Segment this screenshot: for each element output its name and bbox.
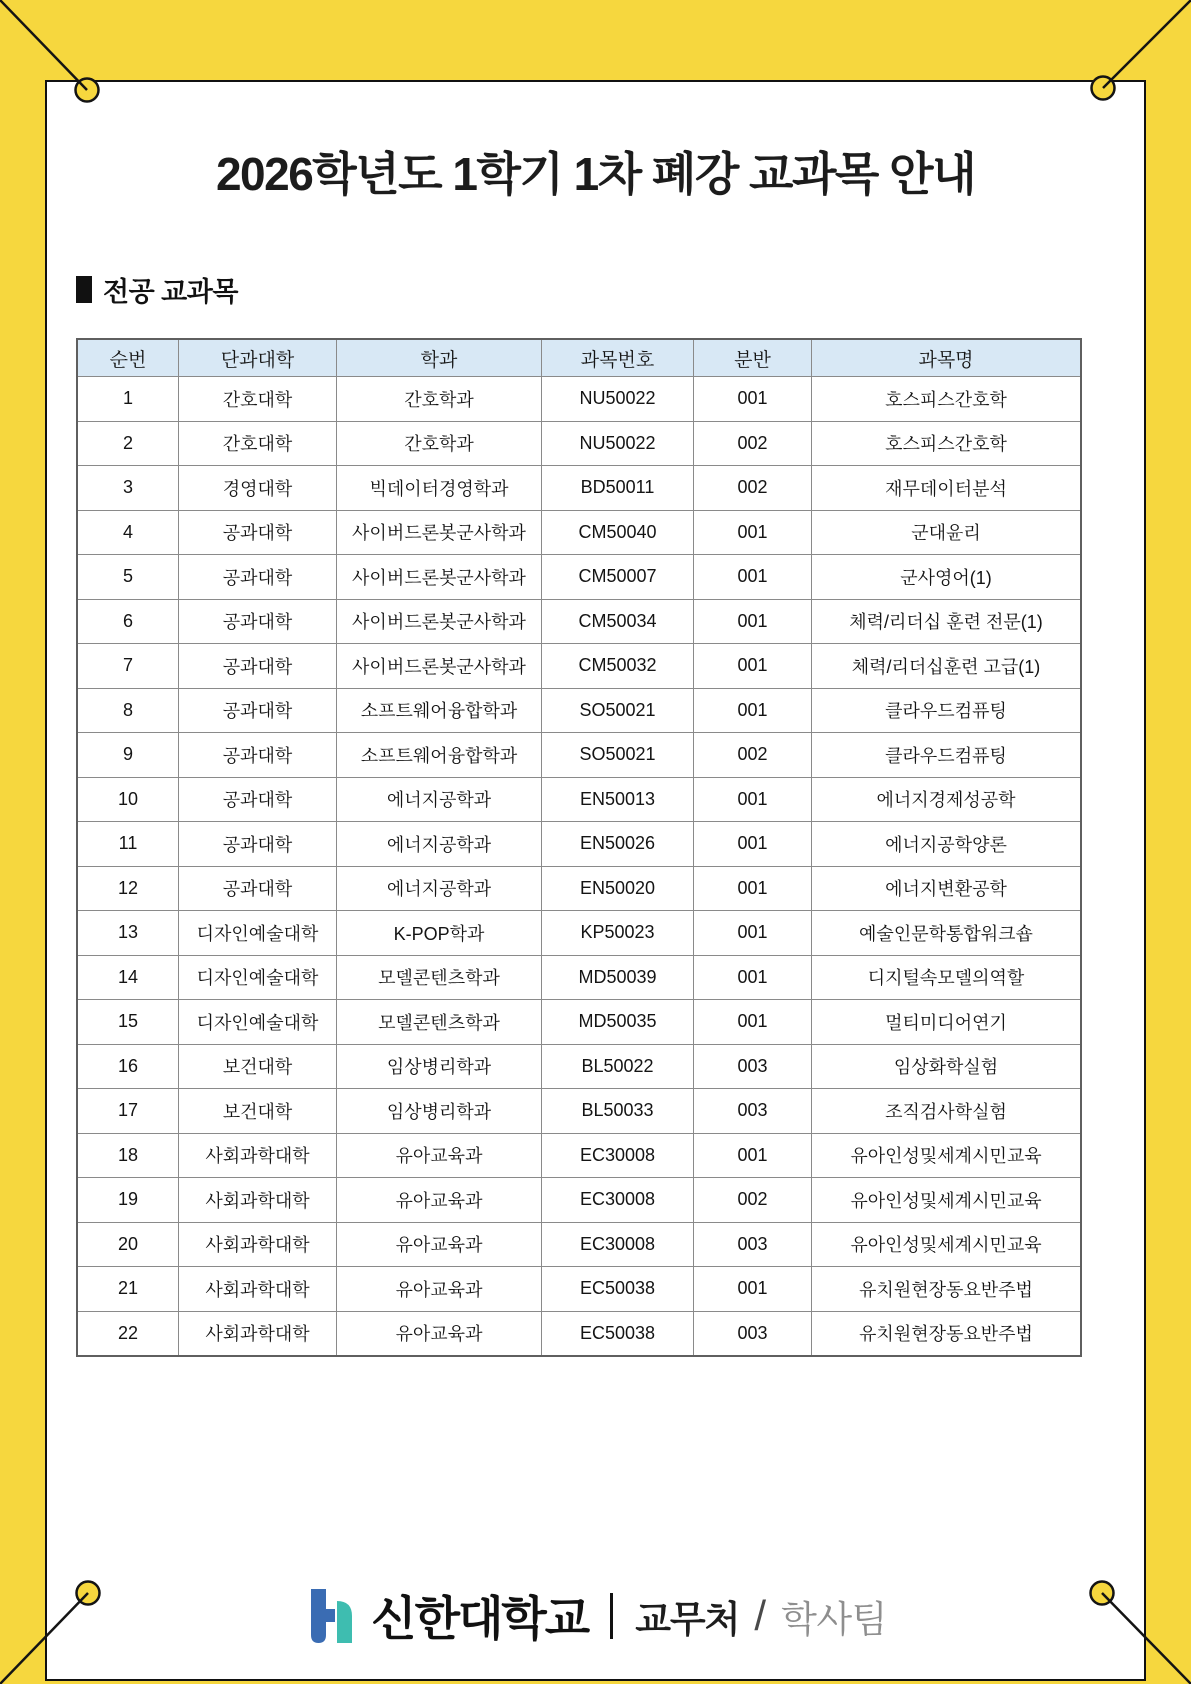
- cell-name: 예술인문학통합워크숍: [812, 911, 1082, 956]
- cell-name: 멀티미디어연기: [812, 1000, 1082, 1045]
- cell-code: EN50013: [542, 777, 694, 822]
- cell-section: 001: [694, 822, 812, 867]
- cell-college: 디자인예술대학: [179, 955, 337, 1000]
- cell-section: 001: [694, 377, 812, 422]
- cell-code: CM50040: [542, 510, 694, 555]
- cell-section: 001: [694, 510, 812, 555]
- cell-no: 7: [77, 644, 179, 689]
- table-row: [77, 555, 1081, 600]
- cell-college: 공과대학: [179, 777, 337, 822]
- table-row: [77, 733, 1081, 778]
- cell-section: 002: [694, 1178, 812, 1223]
- table-row: [77, 822, 1081, 867]
- cell-college: 공과대학: [179, 733, 337, 778]
- cell-section: 001: [694, 688, 812, 733]
- cell-section: 001: [694, 599, 812, 644]
- shinhan-university-logo-icon: [304, 1587, 358, 1645]
- cell-name: 유치원현장동요반주법: [812, 1267, 1082, 1312]
- cell-code: NU50022: [542, 421, 694, 466]
- table-row: [77, 688, 1081, 733]
- cell-section: 001: [694, 866, 812, 911]
- cell-code: NU50022: [542, 377, 694, 422]
- cell-no: 6: [77, 599, 179, 644]
- cell-name: 재무데이터분석: [812, 466, 1082, 511]
- cell-no: 2: [77, 421, 179, 466]
- cell-no: 11: [77, 822, 179, 867]
- cell-name: 체력/리더십훈련 고급(1): [812, 644, 1082, 689]
- cell-section: 001: [694, 1000, 812, 1045]
- cell-name: 임상화학실험: [812, 1044, 1082, 1089]
- cell-section: 001: [694, 955, 812, 1000]
- cell-name: 디지털속모델의역할: [812, 955, 1082, 1000]
- cell-college: 사회과학대학: [179, 1311, 337, 1356]
- table-row: [77, 1311, 1081, 1356]
- cell-name: 에너지경제성공학: [812, 777, 1082, 822]
- cell-college: 보건대학: [179, 1089, 337, 1134]
- cell-college: 사회과학대학: [179, 1222, 337, 1267]
- table-row: [77, 1178, 1081, 1223]
- cell-dept: 에너지공학과: [337, 777, 542, 822]
- cell-college: 공과대학: [179, 555, 337, 600]
- cell-name: 에너지공학양론: [812, 822, 1082, 867]
- cell-section: 002: [694, 466, 812, 511]
- table-row: [77, 866, 1081, 911]
- cell-dept: 빅데이터경영학과: [337, 466, 542, 511]
- table-row: [77, 911, 1081, 956]
- cell-dept: 임상병리학과: [337, 1044, 542, 1089]
- cell-college: 공과대학: [179, 510, 337, 555]
- cell-section: 001: [694, 911, 812, 956]
- col-header-section: 분반: [694, 339, 812, 377]
- table-row: [77, 644, 1081, 689]
- cell-no: 4: [77, 510, 179, 555]
- table-row: [77, 599, 1081, 644]
- table-row: [77, 1267, 1081, 1312]
- table-row: [77, 1133, 1081, 1178]
- cell-no: 9: [77, 733, 179, 778]
- col-header-code: 과목번호: [542, 339, 694, 377]
- cell-college: 공과대학: [179, 688, 337, 733]
- cell-code: CM50032: [542, 644, 694, 689]
- cell-code: BD50011: [542, 466, 694, 511]
- cell-no: 10: [77, 777, 179, 822]
- table-row: [77, 510, 1081, 555]
- cell-college: 사회과학대학: [179, 1267, 337, 1312]
- cell-code: KP50023: [542, 911, 694, 956]
- footer-branding: [47, 1582, 1144, 1649]
- cell-college: 공과대학: [179, 822, 337, 867]
- cell-section: 003: [694, 1222, 812, 1267]
- cell-dept: 소프트웨어융합학과: [337, 688, 542, 733]
- cell-dept: 사이버드론봇군사학과: [337, 599, 542, 644]
- cell-section: 003: [694, 1089, 812, 1134]
- cell-name: 유아인성및세계시민교육: [812, 1133, 1082, 1178]
- cell-dept: 임상병리학과: [337, 1089, 542, 1134]
- team-name: 학사팀: [781, 1598, 887, 1640]
- cell-no: 14: [77, 955, 179, 1000]
- cell-college: 간호대학: [179, 377, 337, 422]
- cell-name: 호스피스간호학: [812, 377, 1082, 422]
- cell-code: CM50007: [542, 555, 694, 600]
- cell-college: 디자인예술대학: [179, 1000, 337, 1045]
- cell-section: 003: [694, 1311, 812, 1356]
- table-row: [77, 955, 1081, 1000]
- cell-dept: 에너지공학과: [337, 866, 542, 911]
- cell-code: CM50034: [542, 599, 694, 644]
- cell-dept: K-POP학과: [337, 911, 542, 956]
- table-row: [77, 777, 1081, 822]
- cell-section: 003: [694, 1044, 812, 1089]
- cell-no: 13: [77, 911, 179, 956]
- table-row: [77, 1044, 1081, 1089]
- col-header-no: 순번: [77, 339, 179, 377]
- office-name: 교무처: [635, 1598, 740, 1640]
- cell-no: 12: [77, 866, 179, 911]
- col-header-dept: 학과: [337, 339, 542, 377]
- cell-section: 001: [694, 1133, 812, 1178]
- section-heading: [76, 270, 238, 309]
- cell-dept: 모델콘텐츠학과: [337, 955, 542, 1000]
- cell-code: MD50039: [542, 955, 694, 1000]
- cell-dept: 유아교육과: [337, 1222, 542, 1267]
- university-name: 신한대학교: [371, 1592, 589, 1645]
- table-row: [77, 1000, 1081, 1045]
- col-header-college: 단과대학: [179, 339, 337, 377]
- cell-code: SO50021: [542, 688, 694, 733]
- cell-name: 군대윤리: [812, 510, 1082, 555]
- col-header-name: 과목명: [812, 339, 1082, 377]
- cell-code: EC50038: [542, 1311, 694, 1356]
- cell-college: 공과대학: [179, 866, 337, 911]
- cancelled-courses-table: [76, 338, 1082, 1357]
- table-row: [77, 1222, 1081, 1267]
- cell-code: BL50022: [542, 1044, 694, 1089]
- section-label: 전공 교과목: [103, 277, 238, 307]
- cell-college: 사회과학대학: [179, 1178, 337, 1223]
- cell-name: 조직검사학실험: [812, 1089, 1082, 1134]
- cell-dept: 사이버드론봇군사학과: [337, 510, 542, 555]
- table-row: [77, 421, 1081, 466]
- cell-section: 001: [694, 777, 812, 822]
- cell-college: 공과대학: [179, 644, 337, 689]
- table-header: [77, 339, 1081, 377]
- cell-dept: 유아교육과: [337, 1133, 542, 1178]
- cell-dept: 유아교육과: [337, 1178, 542, 1223]
- cell-dept: 모델콘텐츠학과: [337, 1000, 542, 1045]
- cell-college: 간호대학: [179, 421, 337, 466]
- cell-code: EC30008: [542, 1222, 694, 1267]
- paper-sheet: [45, 80, 1146, 1681]
- cell-name: 클라우드컴퓨팅: [812, 688, 1082, 733]
- cell-dept: 소프트웨어융합학과: [337, 733, 542, 778]
- cell-code: EC50038: [542, 1267, 694, 1312]
- cell-no: 17: [77, 1089, 179, 1134]
- cell-section: 001: [694, 555, 812, 600]
- section-bullet-square-icon: [76, 276, 92, 303]
- cell-no: 19: [77, 1178, 179, 1223]
- cell-code: EC30008: [542, 1133, 694, 1178]
- cell-name: 유치원현장동요반주법: [812, 1311, 1082, 1356]
- cell-name: 군사영어(1): [812, 555, 1082, 600]
- cell-dept: 에너지공학과: [337, 822, 542, 867]
- cell-name: 유아인성및세계시민교육: [812, 1178, 1082, 1223]
- cell-name: 클라우드컴퓨팅: [812, 733, 1082, 778]
- cell-section: 001: [694, 1267, 812, 1312]
- cell-no: 1: [77, 377, 179, 422]
- footer-divider-bar: [610, 1593, 613, 1639]
- cell-section: 001: [694, 644, 812, 689]
- cell-college: 사회과학대학: [179, 1133, 337, 1178]
- cell-dept: 유아교육과: [337, 1267, 542, 1312]
- cell-name: 유아인성및세계시민교육: [812, 1222, 1082, 1267]
- cell-no: 22: [77, 1311, 179, 1356]
- cell-no: 16: [77, 1044, 179, 1089]
- cell-no: 15: [77, 1000, 179, 1045]
- cell-college: 공과대학: [179, 599, 337, 644]
- cell-code: BL50033: [542, 1089, 694, 1134]
- cell-section: 002: [694, 733, 812, 778]
- cell-college: 디자인예술대학: [179, 911, 337, 956]
- cell-code: EC30008: [542, 1178, 694, 1223]
- cell-code: EN50026: [542, 822, 694, 867]
- cell-dept: 사이버드론봇군사학과: [337, 555, 542, 600]
- cell-code: SO50021: [542, 733, 694, 778]
- cell-code: MD50035: [542, 1000, 694, 1045]
- cell-code: EN50020: [542, 866, 694, 911]
- cell-no: 21: [77, 1267, 179, 1312]
- cell-college: 보건대학: [179, 1044, 337, 1089]
- table-row: [77, 377, 1081, 422]
- cell-no: 20: [77, 1222, 179, 1267]
- cell-no: 5: [77, 555, 179, 600]
- cell-no: 18: [77, 1133, 179, 1178]
- cell-dept: 사이버드론봇군사학과: [337, 644, 542, 689]
- cell-college: 경영대학: [179, 466, 337, 511]
- cell-name: 에너지변환공학: [812, 866, 1082, 911]
- cell-dept: 간호학과: [337, 377, 542, 422]
- cell-no: 8: [77, 688, 179, 733]
- cell-dept: 간호학과: [337, 421, 542, 466]
- table-body: [77, 377, 1081, 1357]
- table-row: [77, 1089, 1081, 1134]
- table-row: [77, 466, 1081, 511]
- footer-slash: /: [754, 1591, 767, 1639]
- cell-name: 호스피스간호학: [812, 421, 1082, 466]
- cell-name: 체력/리더십 훈련 전문(1): [812, 599, 1082, 644]
- cell-section: 002: [694, 421, 812, 466]
- page-title: 2026학년도 1학기 1차 폐강 교과목 안내: [215, 148, 976, 200]
- cell-no: 3: [77, 466, 179, 511]
- cell-dept: 유아교육과: [337, 1311, 542, 1356]
